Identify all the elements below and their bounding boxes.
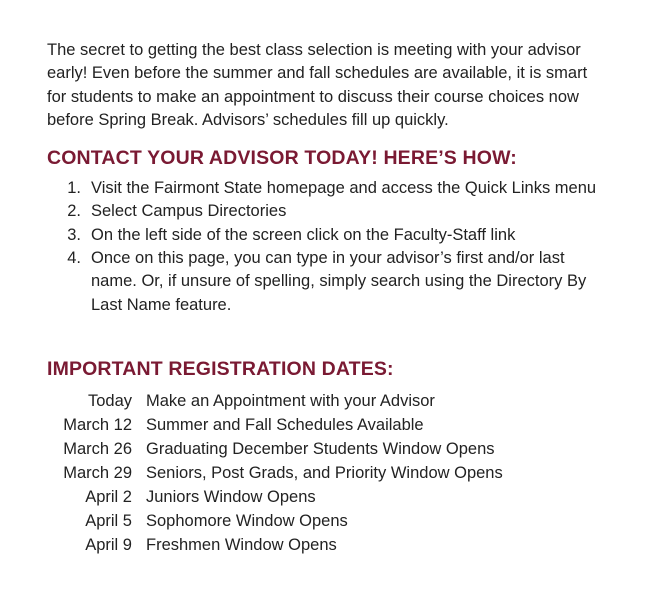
step-text: Once on this page, you can type in your advisor’s first and/or last name. Or, if unsure of spelling, simply search using the Directory By Last Name feature.	[91, 249, 587, 314]
registration-dates-list	[47, 389, 607, 557]
date-row	[47, 461, 607, 485]
registration-dates-heading: IMPORTANT REGISTRATION DATES:	[47, 357, 394, 380]
date-label: Today	[87, 391, 132, 410]
step-number: 3.	[67, 225, 81, 244]
date-event: Seniors, Post Grads, and Priority Window Opens	[146, 463, 503, 482]
date-event: Make an Appointment with your Advisor	[146, 391, 435, 410]
date-label: March 29	[63, 463, 132, 482]
step-item	[47, 247, 607, 317]
step-number: 2.	[67, 202, 81, 221]
step-item	[47, 200, 607, 223]
date-label: March 12	[63, 415, 132, 434]
date-row	[47, 485, 607, 509]
date-row	[47, 389, 607, 413]
date-label: April 5	[85, 511, 132, 530]
step-text: Visit the Fairmont State homepage and access the Quick Links menu	[91, 179, 597, 198]
date-event: Graduating December Students Window Opens	[146, 439, 495, 458]
contact-advisor-heading: CONTACT YOUR ADVISOR TODAY! HERE’S HOW:	[47, 147, 517, 170]
step-text: Select Campus Directories	[91, 202, 287, 221]
step-text: On the left side of the screen click on the Faculty-Staff link	[91, 225, 516, 244]
document-body	[47, 39, 607, 557]
date-row	[47, 413, 607, 437]
date-event: Summer and Fall Schedules Available	[146, 415, 424, 434]
step-number: 1.	[67, 179, 81, 198]
step-item	[47, 177, 607, 200]
date-event: Juniors Window Opens	[146, 487, 316, 506]
date-event: Freshmen Window Opens	[146, 535, 337, 554]
step-item	[47, 224, 607, 247]
date-event: Sophomore Window Opens	[146, 511, 348, 530]
date-label: March 26	[63, 439, 132, 458]
date-label: April 9	[85, 535, 132, 554]
date-row	[47, 437, 607, 461]
date-label: April 2	[85, 487, 132, 506]
step-number: 4.	[67, 249, 81, 268]
instruction-steps-list	[47, 177, 607, 317]
intro-paragraph: The secret to getting the best class selection is meeting with your advisor early! Even before the summer and fall schedules are available, it is smart for students to make an appointment to discuss their course choices now before Spring Break. Advisors’ schedules fill up quickly.	[47, 41, 588, 129]
date-row	[47, 533, 607, 557]
date-row	[47, 509, 607, 533]
